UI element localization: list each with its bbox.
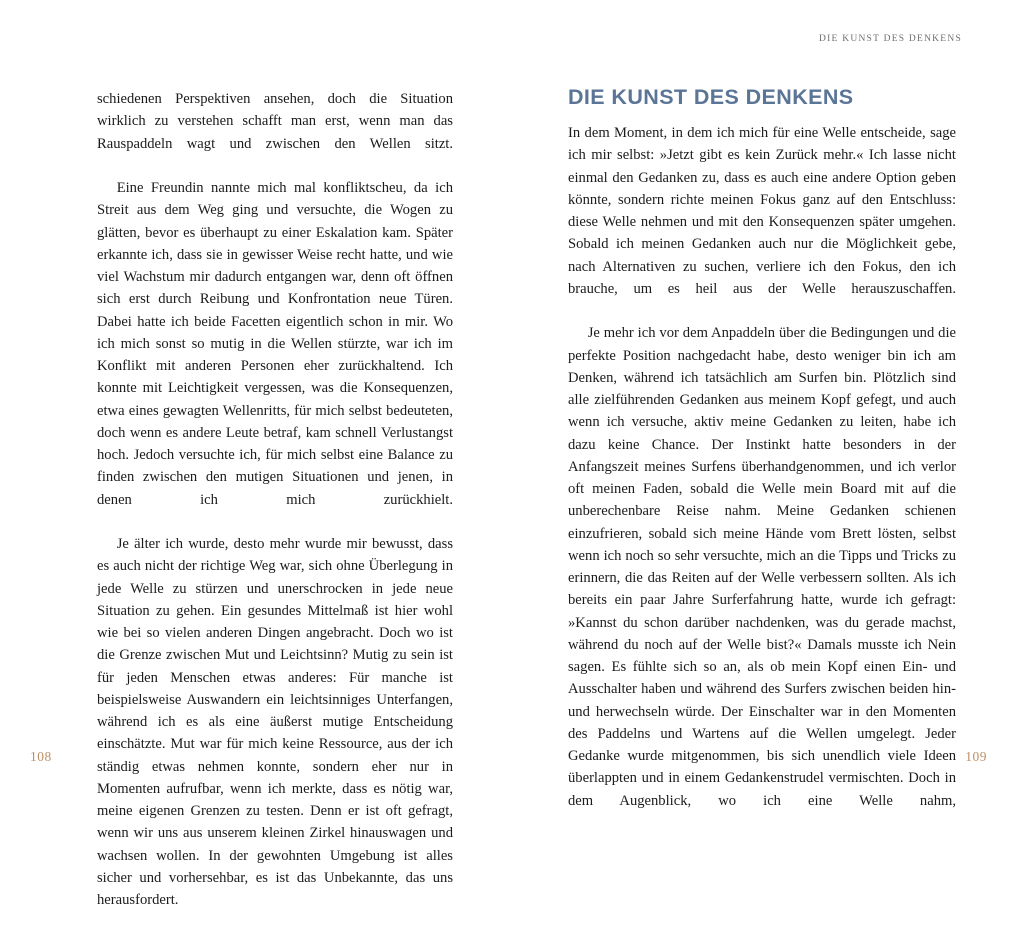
right-page-text-column [568,84,956,834]
page-number-recto: 109 [965,749,987,764]
paragraph: Je mehr ich vor dem Anpaddeln über die Bedingungen und die perfekte Position nachgedacht habe, desto weniger bin ich am Denken, während ich tatsächlich am Surfen bin. Plötzlich sind alle zielführenden Gedanken aus meinem Kopf gefegt, und auch wenn ich versuche, aktiv meine Gedanken zu leiten, habe ich dazu keine Chance. Der Instinkt hatte besonders in der Anfangszeit meines Surfens überhandgenommen, und ich verlor oft meinen Faden, sobald die Welle mein Board mit auf die unberechenbare Reise nahm. Meine Gedanken schienen einzufrieren, sobald sich meine Hände vom Brett lösten, selbst wenn ich noch so sehr versuchte, mich an die Tipps und Tricks zu erinnern, die das Reiten auf der Welle verbessern sollten. Als ich bereits ein paar Jahre Surferfahrung hatte, wurde ich gefragt: »Kannst du schon darüber nachdenken, was du gerade machst, während du noch auf der Welle bist?« Damals musste ich Nein sagen. Es fühlte sich so an, als ob mein Kopf einen Ein- und Ausschalter haben und während des Surfers zwischen beiden hin- und herwechseln würde. Der Einschalter war in den Momenten des Paddelns und Wartens auf die Wellen umgelegt. Jeder Gedanke wurde mitgenommen, bis sich unendlich viele Ideen überlappten und in einem Gedankenstrudel vermischten. Doch in dem Augenblick, wo ich eine Welle nahm, [568,325,956,809]
paragraph: schiedenen Perspektiven ansehen, doch die Situation wirklich zu verstehen schafft man erst, wenn man das Rauspaddeln wagt und zwischen den Wellen sitzt. [97,91,453,152]
paragraph: Je älter ich wurde, desto mehr wurde mir bewusst, dass es auch nicht der richtige Weg war, sich ohne Überlegung in jede Welle zu stürzen und unerschrocken in jede neue Situation zu gehen. Ein gesundes Mittelmaß ist hier wohl wie bei so vielen anderen Dingen angebracht. Doch wo ist die Grenze zwischen Mut und Leichtsinn? Mutig zu sein ist für jeden Menschen etwas anderes: Für manche ist beispielsweise Auswandern ein leichtsinniges Unterfangen, während ich es als eine äußerst mutige Entscheidung einschätzte. Mut war für mich keine Ressource, aus der ich ständig etwas nehmen konnte, sondern eher nur in Momenten aufrufbar, wenn ich merkte, dass es nötig war, meine eigenen Grenzen zu testen. Denn er ist oft gefragt, wenn wir uns aus unserem kleinen Zirkel hinauswagen und wachsen wollen. In der gewohnten Umgebung ist alles sicher und vorhersehbar, es ist das Unbekannte, das uns herausfordert. [97,536,453,908]
running-head: DIE KUNST DES DENKENS [819,34,962,44]
paragraph: Eine Freundin nannte mich mal konfliktscheu, da ich Streit aus dem Weg ging und versuchte, die Wogen zu glätten, bevor es überhaupt zu einer Eskalation kam. Später erkannte ich, dass sie in gewisser Weise recht hatte, und wie viel Wachstum mir dadurch entgangen war, denn oft öffnen sich erst durch Reibung und Konfrontation neue Türen. Dabei hatte ich beide Facetten eigentlich schon in mir. Wo ich mich sonst so mutig in die Wellen stürzte, war ich im Konflikt mit anderen Personen eher zurückhaltend. Ich konnte mit Leichtigkeit vergessen, was die Konsequenzen, etwa eines gewagten Wellenritts, für mich selbst bedeuteten, doch wenn es andere Leute betraf, kam schnell Verlustangst hoch. Jedoch versuchte ich, für mich selbst eine Balance zu finden zwischen den mutigen Situationen und jenen, in denen ich mich zurückhielt. [97,180,453,508]
page-number-verso: 108 [30,749,52,764]
chapter-heading: DIE KUNST DES DENKENS [568,85,854,109]
left-page-text-column [97,88,453,934]
paragraph: In dem Moment, in dem ich mich für eine Welle entscheide, sage ich mir selbst: »Jetzt gibt es kein Zurück mehr.« Ich lasse nicht einmal den Gedanken zu, dass es auch eine andere Option geben könnte, sondern richte meinen Fokus ganz auf den Entschluss: diese Welle nehmen und mit den Konsequenzen später umgehen. Sobald ich meinen Gedanken auch nur die Möglichkeit gebe, nach Alternativen zu suchen, verliere ich den Fokus, den ich brauche, um es heil aus der Welle herauszuschaffen. [568,125,956,297]
